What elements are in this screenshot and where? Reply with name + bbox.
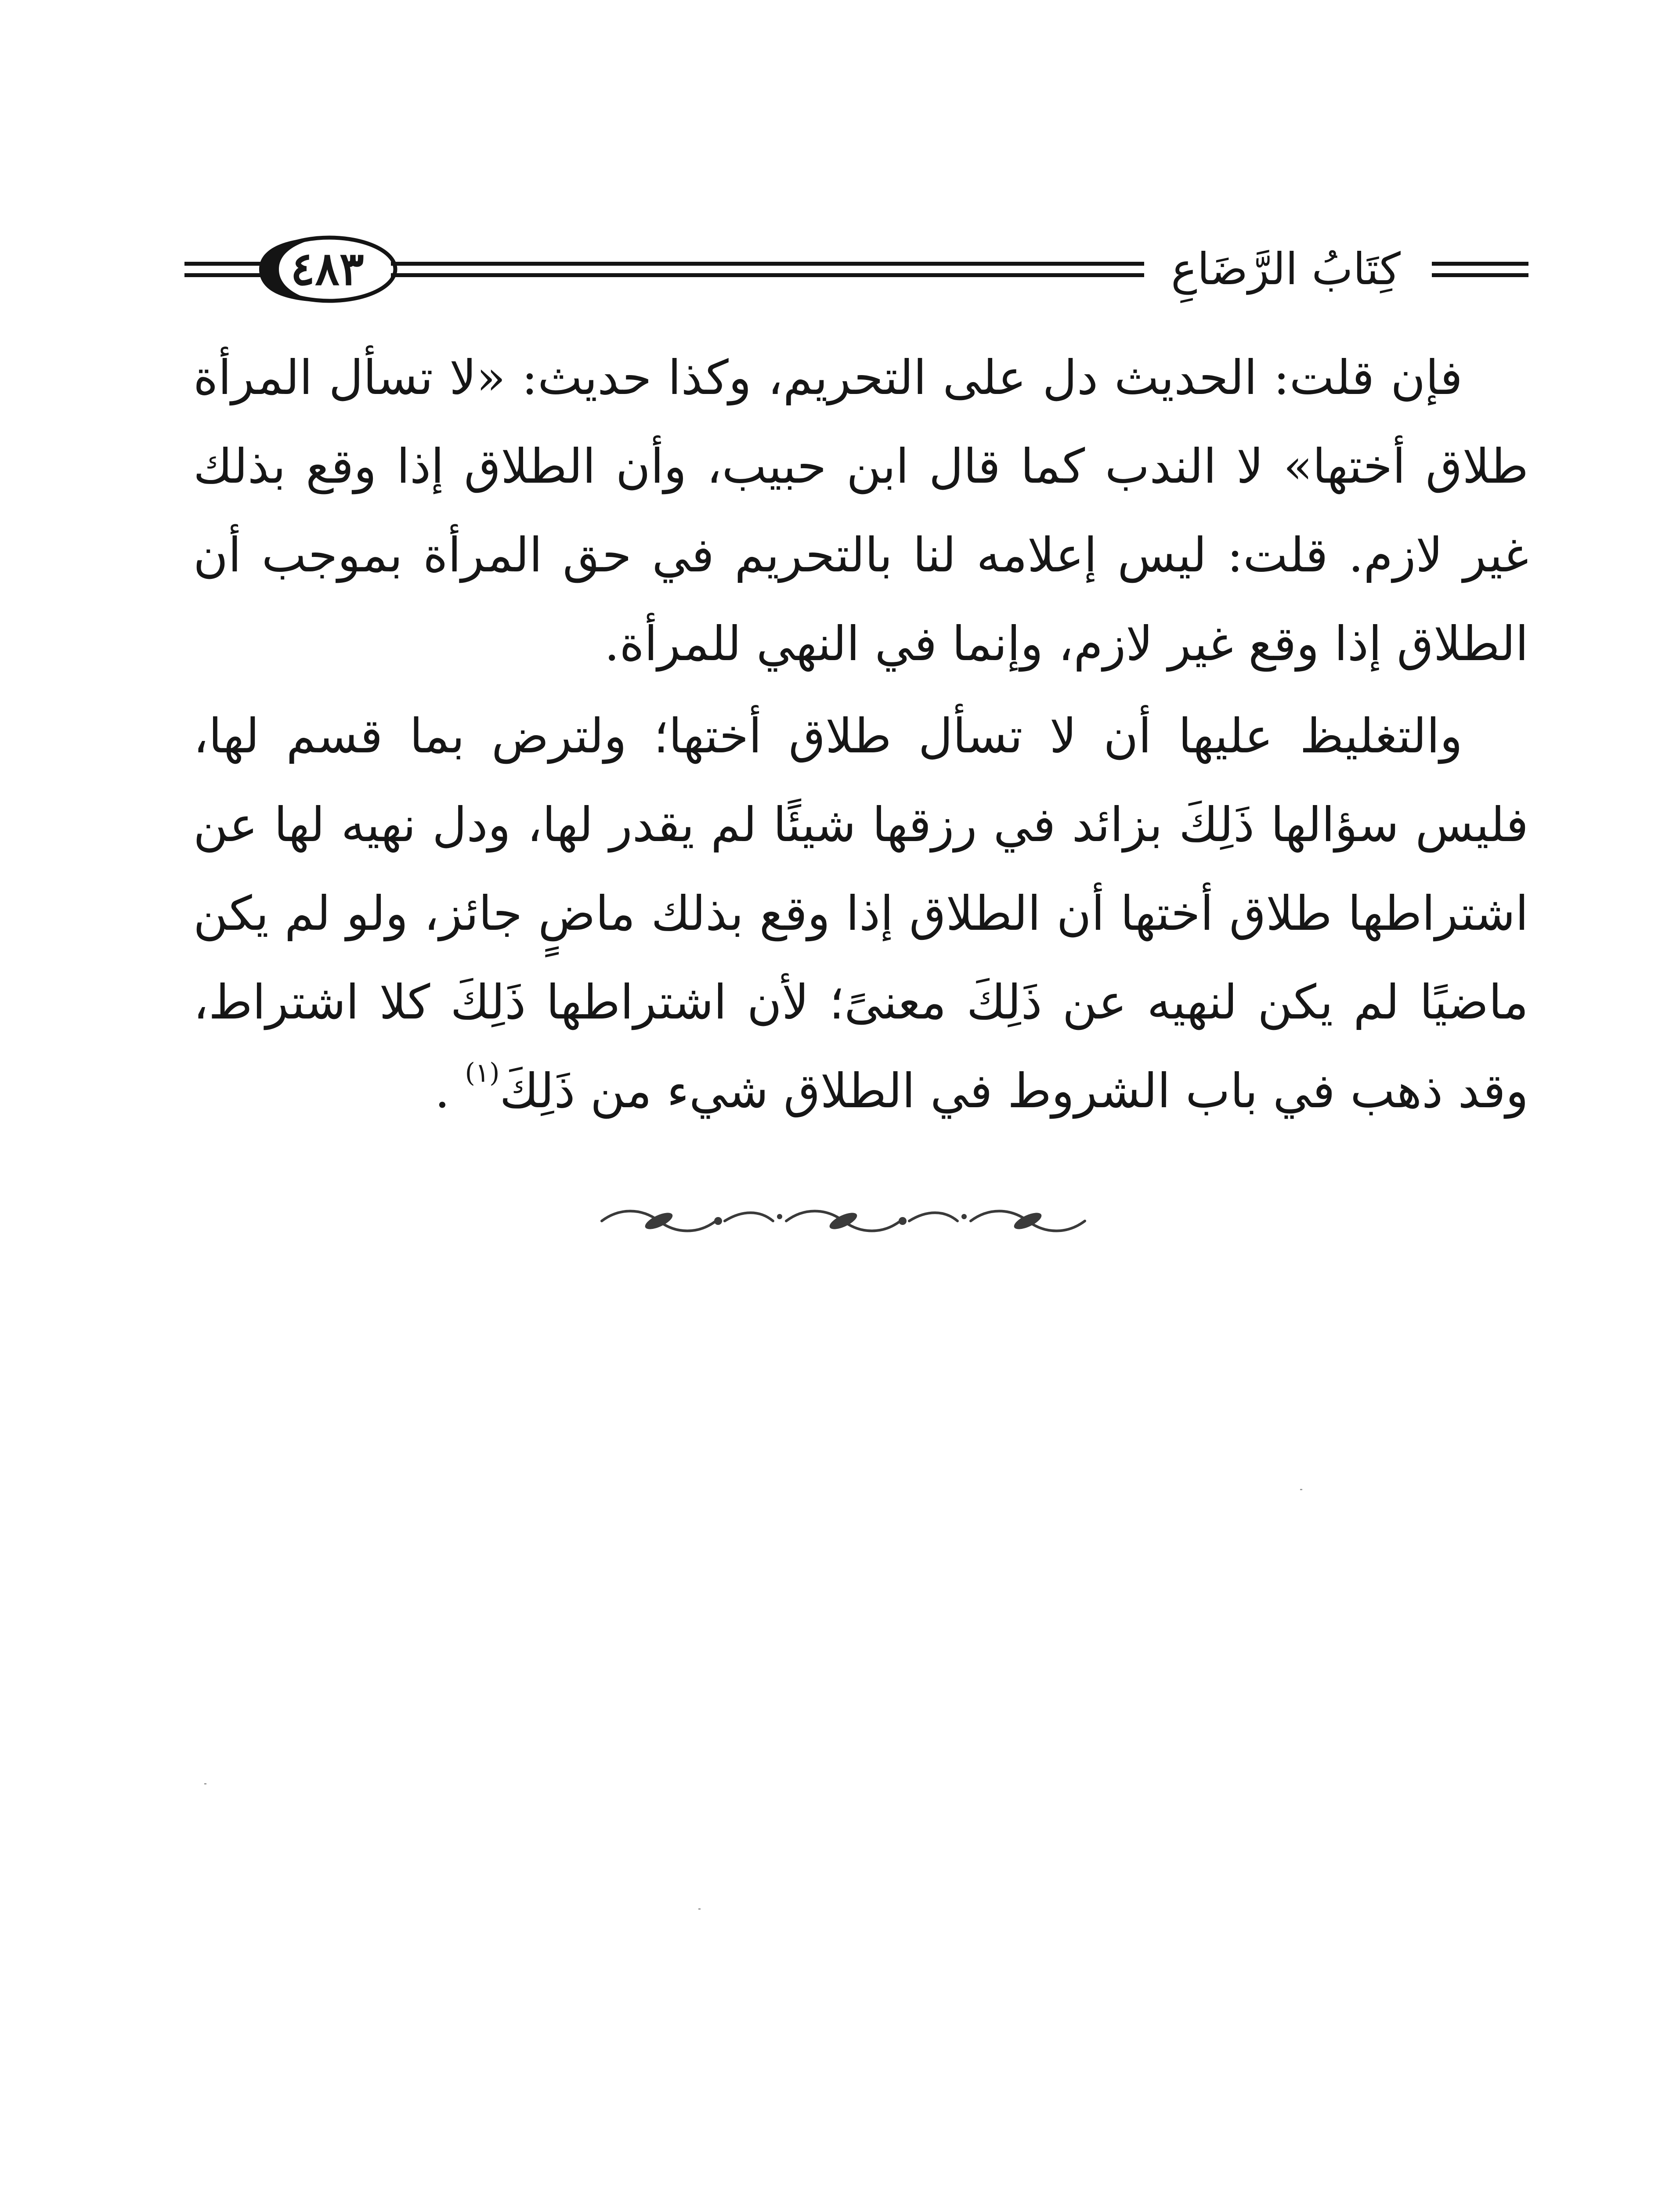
- closing-period: .: [434, 1064, 465, 1119]
- footnote-reference[interactable]: (١): [465, 1058, 500, 1088]
- page-number: ٤٨٣: [290, 242, 364, 296]
- scan-speck: [204, 1783, 206, 1784]
- scan-speck: [1300, 1489, 1302, 1490]
- running-header: [184, 233, 1528, 307]
- paragraph-2: [193, 692, 1528, 1136]
- scan-speck: [698, 1908, 701, 1910]
- paragraph-2-text: والتغليظ عليها أن لا تسأل طلاق أختها؛ ولترض بما قسم لها، فليس سؤالها ذَلِكَ بزائد في رزقها شيئًا لم يقدر لها، ودل نهيه لها عن اشتراطها طلاق أختها أن الطلاق إذا وقع بذلك ماضٍ جائز، ولو لم يكن ماضيًا لم يكن لنهيه عن ذَلِكَ معنىً؛ لأن اشتراطها ذَلِكَ كلا اشتراط، وقد ذهب في باب الشروط في الطلاق شيء من ذَلِكَ: [193, 709, 1528, 1119]
- paragraph-1: فإن قلت: الحديث دل على التحريم، وكذا حديث: «لا تسأل المرأة طلاق أختها» لا الندب كما قال ابن حبيب، وأن الطلاق إذا وقع بذلك غير لازم. قلت: ليس إعلامه لنا بالتحريم في حق المرأة بموجب أن الطلاق إذا وقع غير لازم، وإنما في النهي للمرأة.: [193, 350, 1528, 672]
- chapter-title: كِتَابُ الرَّضَاعِ: [1144, 241, 1427, 298]
- floral-separator-icon: [593, 1203, 1094, 1239]
- body-text: [193, 334, 1528, 1136]
